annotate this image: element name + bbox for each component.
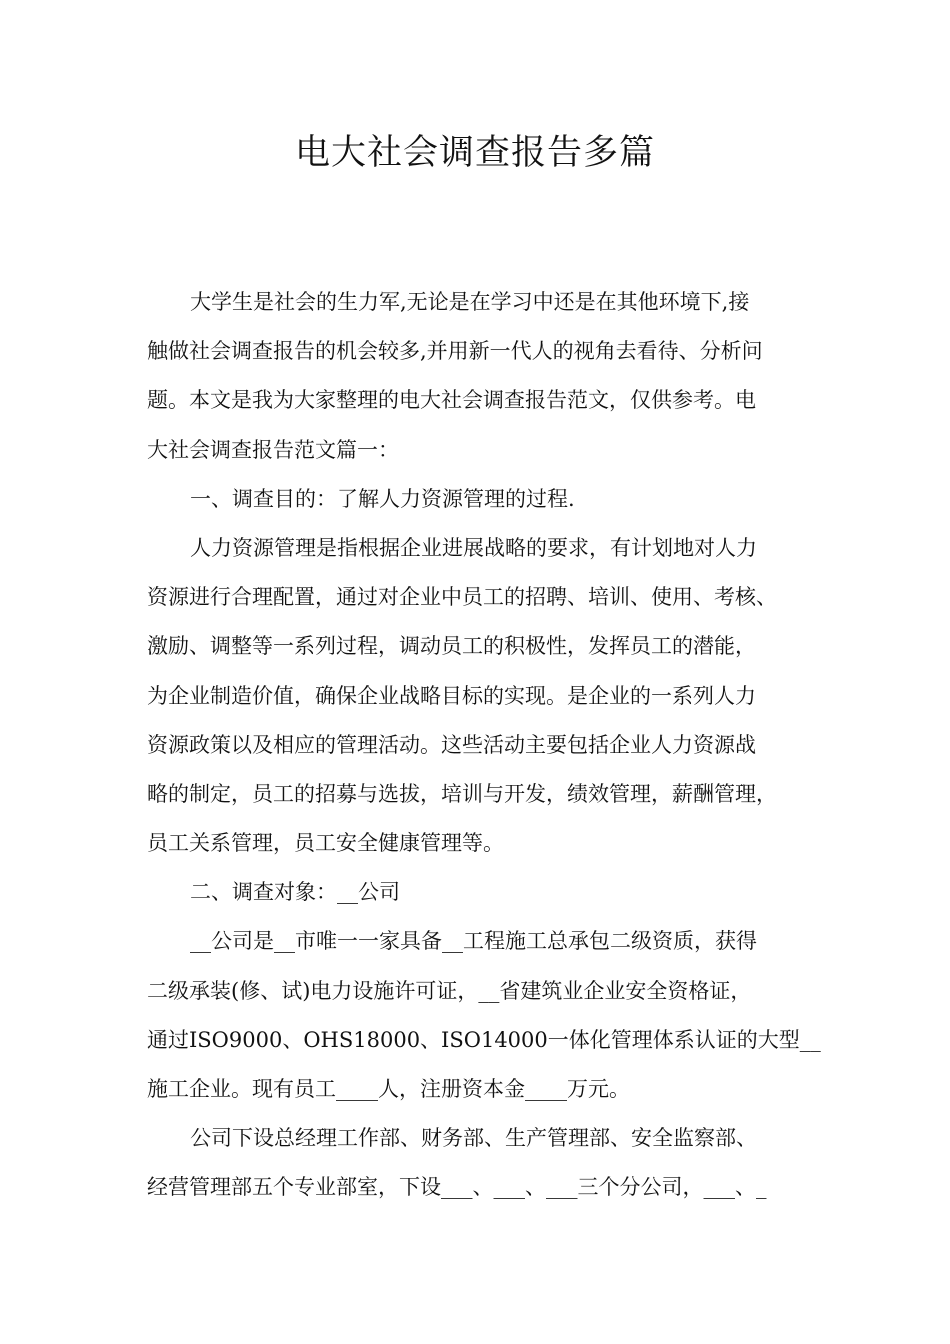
text-line: 资源政策以及相应的管理活动。这些活动主要包括企业人力资源战 (147, 732, 756, 757)
text-line: 施工企业。现有员工____人，注册资本金____万元。 (147, 1077, 630, 1101)
text-line: 一、调查目的：了解人力资源管理的过程. (190, 486, 575, 511)
text-line: 二、调查对象：__公司 (190, 880, 400, 905)
document-title: 电大社会调查报告多篇 (294, 133, 655, 173)
text-line: 经营管理部五个专业部室，下设___、___、___三个分公司，___、_ (147, 1175, 767, 1200)
text-line: __公司是__市唯一一家具备__工程施工总承包二级资质，获得 (190, 929, 757, 954)
text-line: 二级承装(修、试)电力设施许可证，__省建筑业企业安全资格证， (147, 978, 752, 1003)
text-line: 资源进行合理配置，通过对企业中员工的招聘、培训、使用、考核、 (147, 585, 777, 610)
text-line: 题。本文是我为大家整理的电大社会调查报告范文，仅供参考。电 (147, 388, 756, 413)
text-line: 为企业制造价值，确保企业战略目标的实现。是企业的一系列人力 (147, 683, 756, 708)
text-line: 人力资源管理是指根据企业进展战略的要求，有计划地对人力 (190, 535, 757, 560)
text-line: 员工关系管理，员工安全健康管理等。 (147, 831, 504, 856)
text-line: 通过ISO9000、OHS18000、ISO14000一体化管理体系认证的大型__ (147, 1027, 821, 1052)
text-line: 公司下设总经理工作部、财务部、生产管理部、安全监察部、 (190, 1126, 757, 1151)
text-line: 触做社会调查报告的机会较多,并用新一代人的视角去看待、分析问 (147, 339, 763, 364)
text-line: 略的制定，员工的招募与选拔，培训与开发，绩效管理，薪酬管理， (147, 781, 777, 806)
text-line: 大社会调查报告范文篇一： (147, 437, 399, 462)
document-body (147, 278, 821, 1213)
text-line: 大学生是社会的生力军,无论是在学习中还是在其他环境下,接 (190, 290, 750, 314)
text-line: 激励、调整等一系列过程，调动员工的积极性，发挥员工的潜能， (147, 634, 756, 659)
